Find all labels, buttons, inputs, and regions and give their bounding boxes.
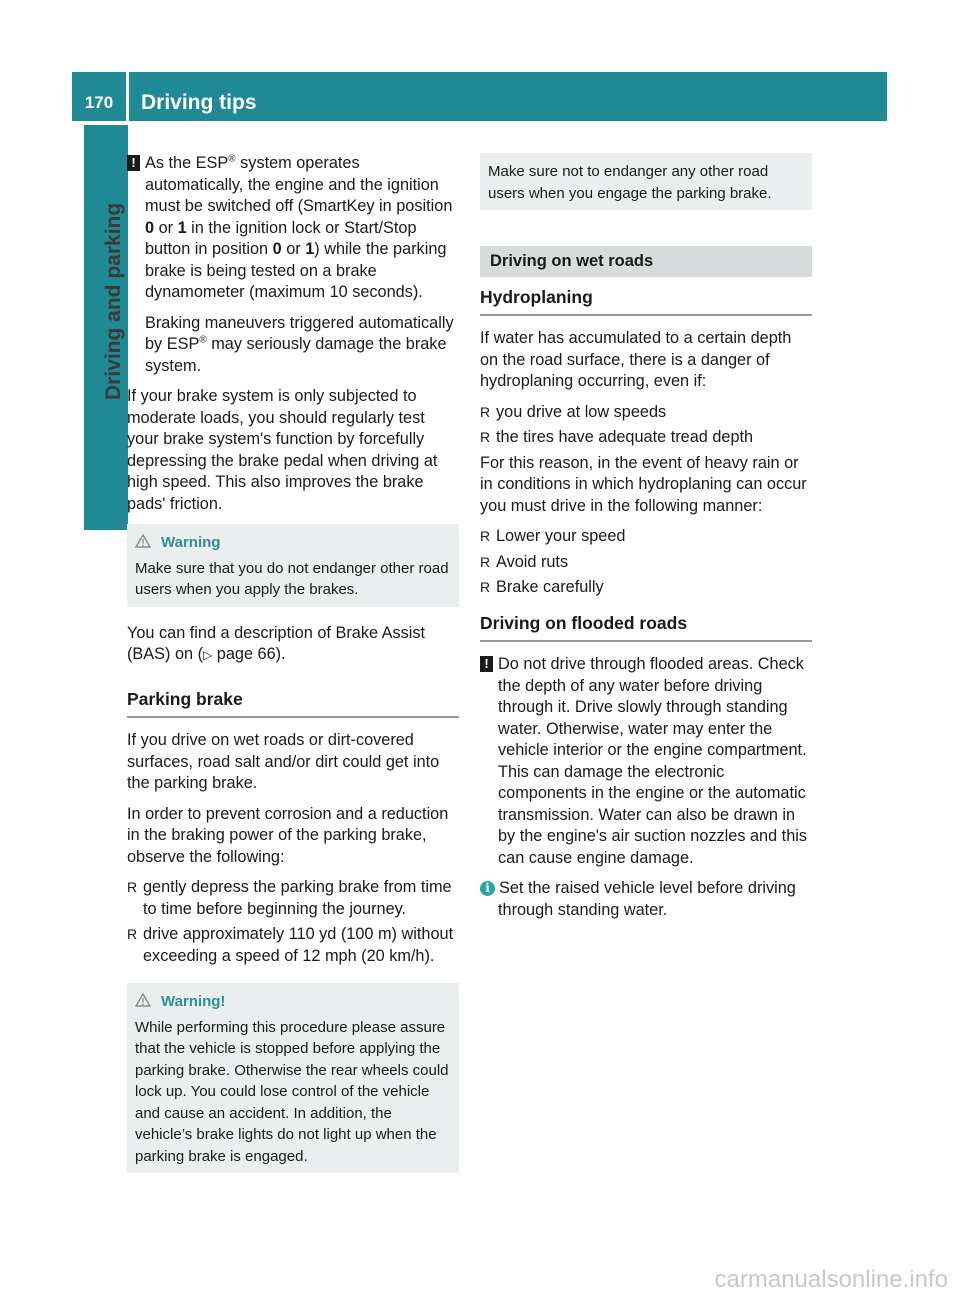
warning-triangle-icon	[135, 993, 151, 1007]
list-item: R the tires have adequate tread depth	[480, 427, 812, 449]
note-box: Make sure not to endanger any other road users when you engage the parking brake.	[480, 153, 812, 210]
list-item: R Avoid ruts	[480, 552, 812, 574]
page-number: 170	[84, 93, 114, 112]
page-ref-arrow-icon: ▷	[203, 648, 213, 662]
warning-triangle-icon	[135, 534, 151, 548]
paragraph: If you drive on wet roads or dirt-covered surfaces, road salt and/or dirt could get into the parking brake.	[127, 731, 440, 792]
note-flooded: ! Do not drive through flooded areas. Check the depth of any water before driving through it. Drive slowly through standing water. Otherwise, water may enter the vehicle interior or the engine compartment. This can damage the electronic components in the engine or the automatic transmission. Water can also be drawn in by the engine's air suction nozzles and this can cause engine damage.	[480, 654, 812, 869]
bullet-icon: R	[480, 528, 491, 544]
section-title: Driving on wet roads	[480, 246, 812, 277]
warning-title: Warning!	[161, 993, 226, 1010]
header-divider	[126, 72, 129, 121]
warning-box	[127, 983, 459, 1173]
warning-title: Warning	[161, 534, 221, 551]
warning-text: While performing this procedure please assure that the vehicle is stopped before applying the parking brake. Otherwise the rear wheels could lock up. You could lose control of the vehicle and cause an accident. In addition, the vehicle’s brake lights do not light up when the parking brake is engaged.	[135, 1018, 449, 1165]
exclamation-icon: !	[480, 656, 493, 672]
paragraph: For this reason, in the event of heavy rain or in conditions in which hydroplaning can occur you must drive in the following manner:	[480, 453, 807, 515]
heading-parking-brake: Parking brake	[127, 689, 459, 719]
paragraph: If water has accumulated to a certain depth on the road surface, there is a danger of hydroplaning occurring, even if:	[480, 329, 792, 390]
paragraph: If your brake system is only subjected to moderate loads, you should regularly test your brake system's function by forcefully depressing the brake pedal when driving at high speed. This also improves the brake pads' friction.	[127, 387, 438, 513]
side-section-label: Driving and parking	[102, 202, 125, 400]
watermark-site: carmanualsonline.info	[714, 1266, 948, 1293]
heading-flooded-roads: Driving on flooded roads	[480, 613, 812, 643]
list-item: R you drive at low speeds	[480, 402, 812, 424]
bullet-icon: R	[480, 403, 491, 420]
bullet-icon: R	[127, 926, 138, 942]
right-column	[480, 153, 812, 930]
list-item: R Lower your speed	[480, 526, 812, 548]
page-title: Driving tips	[141, 91, 257, 114]
note-esp: ! As the ESP® system operates automatically, the engine and the ignition must be switched off (SmartKey in position 0 or 1 in the ignition lock or Start/Stop button in position 0 or 1) while the parking brake is being tested on a brake dynamometer (maximum 10 seconds).	[127, 153, 459, 304]
note-esp-continued: Braking maneuvers triggered automatically by ESP® may seriously damage the brake system.	[145, 313, 454, 375]
info-note: i Set the raised vehicle level before driving through standing water.	[480, 878, 812, 921]
bullet-icon: R	[127, 879, 138, 895]
info-icon: i	[480, 881, 495, 896]
bas-reference: You can find a description of Brake Assist (BAS) on (▷ page 66).	[127, 623, 426, 663]
bullet-icon: R	[480, 579, 491, 595]
exclamation-icon: !	[127, 155, 140, 171]
bullet-icon: R	[480, 429, 491, 445]
warning-text: Make sure that you do not endanger other road users when you apply the brakes.	[135, 559, 449, 598]
warning-box	[127, 524, 459, 607]
left-column	[127, 153, 459, 1189]
list-item: R gently depress the parking brake from time to time before beginning the journey.	[127, 878, 452, 918]
paragraph: In order to prevent corrosion and a reduction in the braking power of the parking brake, observe the following:	[127, 804, 449, 866]
bullet-icon: R	[480, 553, 491, 570]
heading-hydroplaning: Hydroplaning	[480, 287, 812, 317]
list-item: R Brake carefully	[480, 577, 812, 599]
list-item: R drive approximately 110 yd (100 m) without exceeding a speed of 12 mph (20 km/h).	[127, 925, 454, 965]
